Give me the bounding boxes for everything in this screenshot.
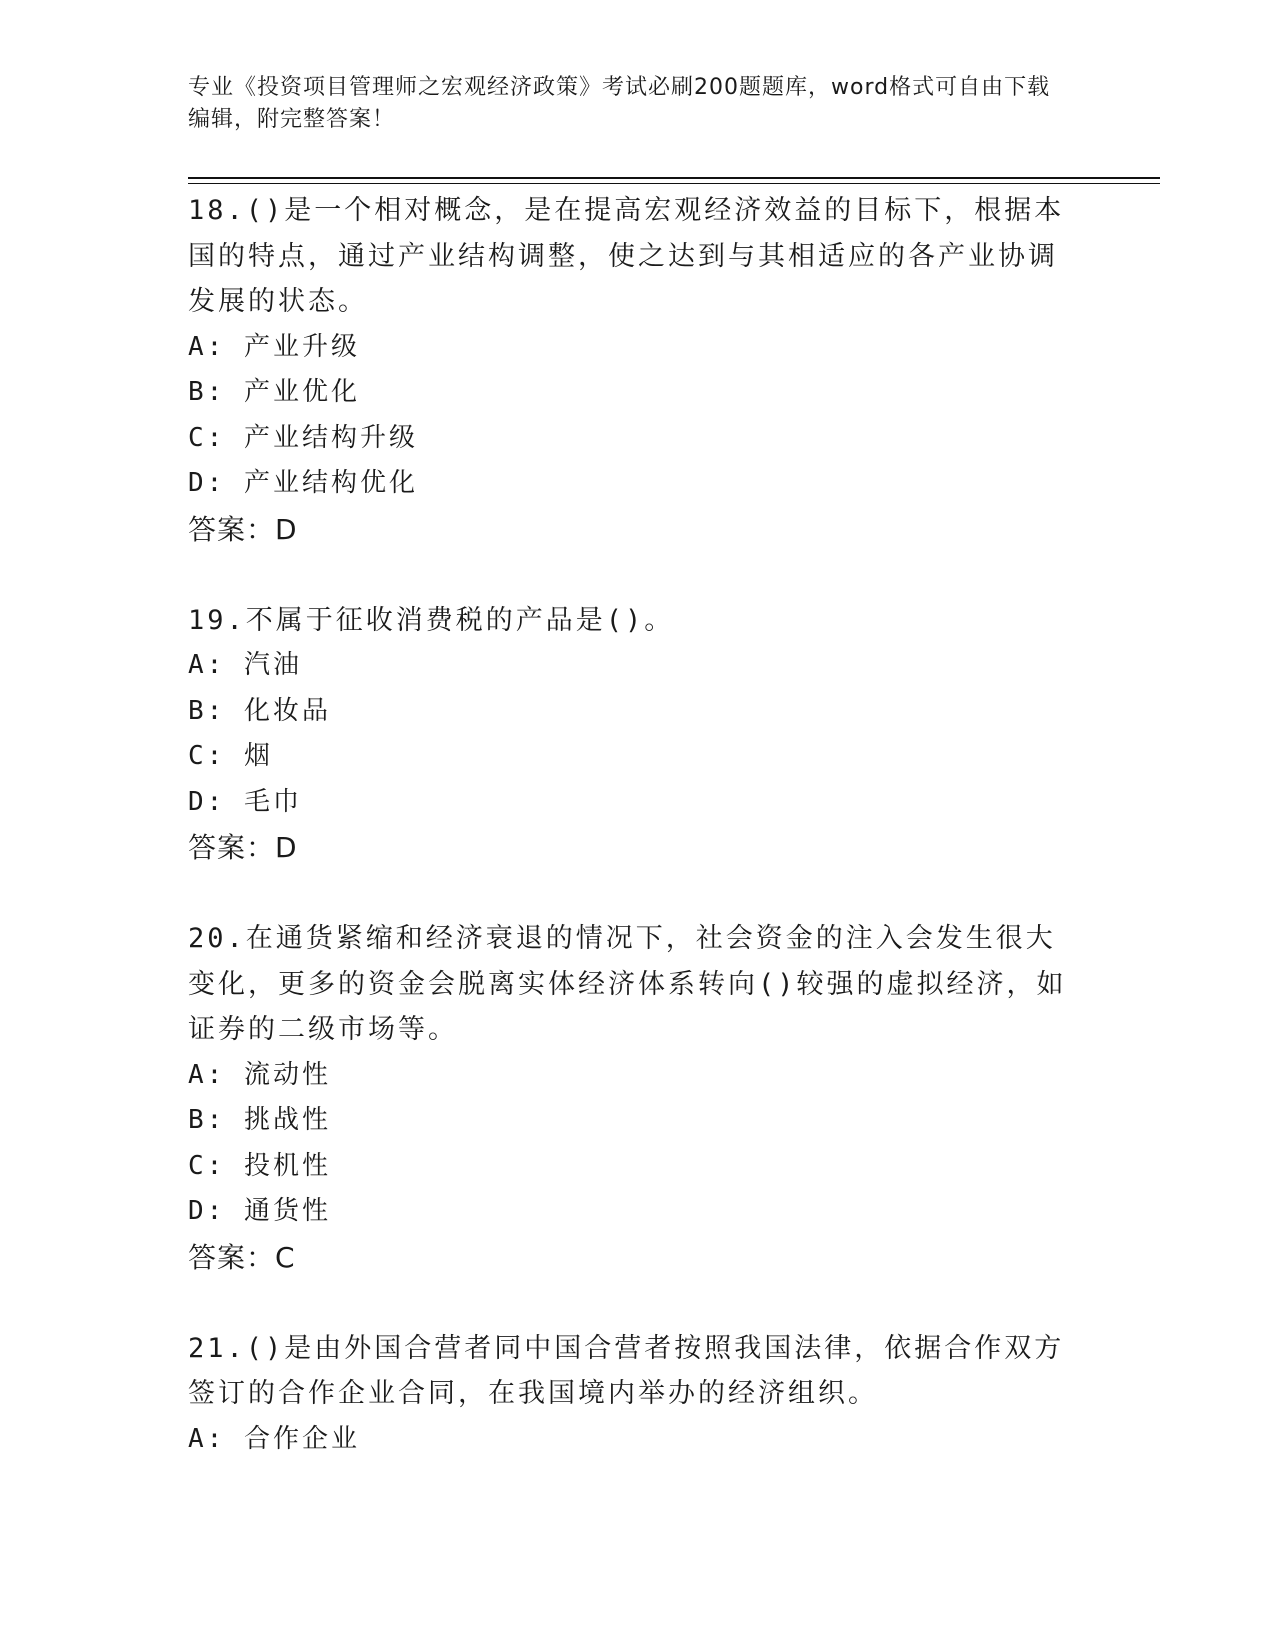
- question-stem: 18.()是一个相对概念，是在提高宏观经济效益的目标下，根据本国的特点，通过产业结构调整，使之达到与其相适应的各产业协调发展的状态。: [188, 195, 1065, 317]
- question-18: [188, 188, 1078, 553]
- answer: 答案：C: [188, 1240, 296, 1274]
- option-d: D: 通货性: [188, 1196, 331, 1226]
- option-b: B: 产业优化: [188, 377, 360, 407]
- question-stem: 19.不属于征收消费税的产品是()。: [188, 604, 675, 636]
- header-divider-thin: [188, 183, 1160, 184]
- option-c: C: 投机性: [188, 1150, 331, 1181]
- question-stem: 20.在通货紧缩和经济衰退的情况下，社会资金的注入会发生很大变化，更多的资金会脱离实体经济体系转向()较强的虚拟经济，如证券的二级市场等。: [188, 923, 1067, 1045]
- option-a: A: 合作企业: [188, 1423, 360, 1454]
- spacer: [188, 1281, 1078, 1326]
- header-divider-thick: [188, 177, 1160, 179]
- spacer: [188, 871, 1078, 916]
- option-d: D: 毛巾: [188, 786, 302, 817]
- option-a: A: 产业升级: [188, 331, 360, 362]
- option-b: B: 挑战性: [188, 1105, 331, 1135]
- option-a: A: 流动性: [188, 1059, 331, 1090]
- option-d: D: 产业结构优化: [188, 468, 418, 498]
- answer: 答案：D: [188, 831, 298, 864]
- option-c: C: 产业结构升级: [188, 422, 418, 453]
- option-a: A: 汽油: [188, 650, 302, 680]
- spacer: [188, 553, 1078, 598]
- question-list: [188, 188, 1078, 1462]
- header-title: 专业《投资项目管理师之宏观经济政策》考试必刷200题题库，word格式可自由下载编辑，附完整答案！: [188, 75, 1051, 132]
- question-19: [188, 598, 1078, 872]
- answer: 答案：D: [188, 512, 298, 546]
- option-c: C: 烟: [188, 741, 273, 771]
- question-21: [188, 1326, 1078, 1463]
- question-stem: 21.()是由外国合营者同中国合营者按照我国法律，依据合作双方签订的合作企业合同，在我国境内举办的经济组织。: [188, 1332, 1065, 1409]
- question-20: [188, 916, 1078, 1281]
- document-header: [188, 72, 1068, 136]
- option-b: B: 化妆品: [188, 695, 331, 726]
